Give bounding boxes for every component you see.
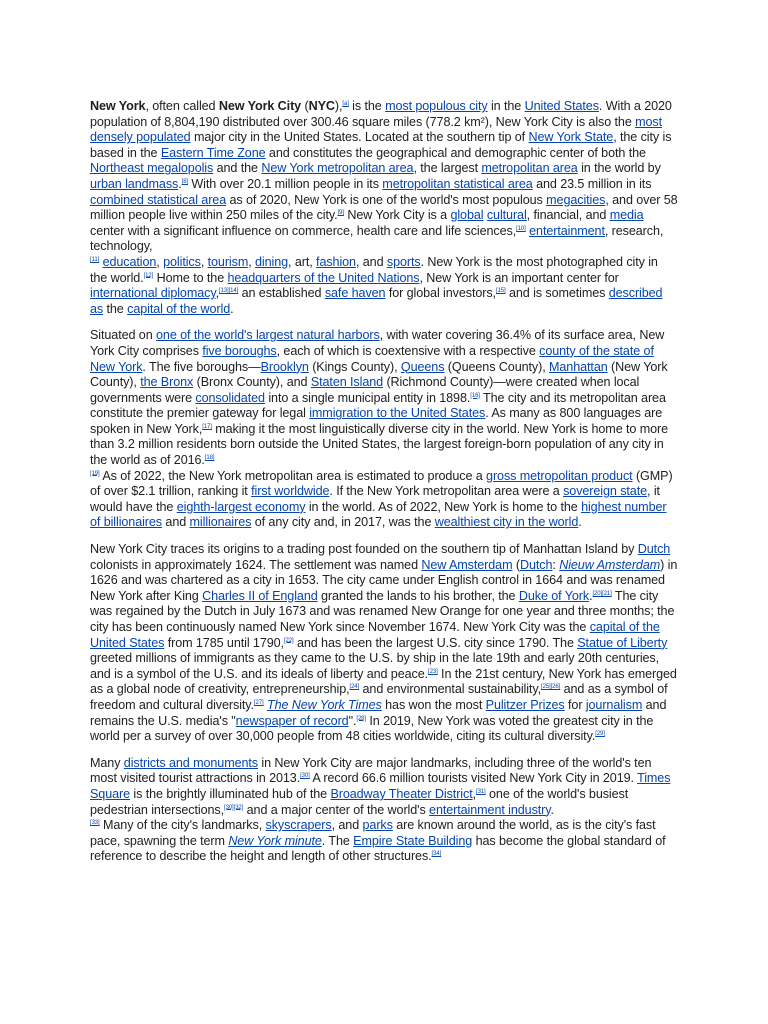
text-run: in the <box>487 99 525 113</box>
citation-link[interactable]: [23] <box>428 668 438 675</box>
article-link[interactable]: entertainment industry <box>429 802 551 817</box>
bold-term: New York City <box>218 99 302 113</box>
citation-link[interactable]: [15] <box>495 287 506 294</box>
text-run: greeted millions of immigrants as they came to the U.S. by ship in the late 19th and early 20th centuries, and is a symbol of the U.S. and its ideals of liberty and peace. <box>90 651 660 681</box>
text-run: in New York City are major landmarks, including three of the world's ten most visited tourist attractions in 2013. <box>90 755 652 786</box>
text-run: New York City is a <box>343 208 451 223</box>
text-run: making it the most linguistically diverse city in the world. New York is home to more than 3.2 million residents born outside the United States, the largest foreign-born population of any city in the world as of 2016. <box>90 421 668 468</box>
text-run: an established <box>238 286 325 301</box>
article-link[interactable]: eighth-largest economy <box>176 499 306 514</box>
text-run: New York City traces its origins to a trading post founded on the southern tip of Manhattan Island by <box>90 542 638 557</box>
text-run: and 23.5 million in its <box>532 176 652 191</box>
citation-link[interactable]: [27] <box>253 699 264 706</box>
citation-ref <box>219 288 238 294</box>
citation-link[interactable]: [18] <box>204 454 215 461</box>
text-run: granted the lands to his brother, the <box>317 588 519 603</box>
text-run: With over 20.1 million people in its <box>188 176 383 191</box>
text-run: for <box>564 697 586 712</box>
article-link[interactable]: highest number of billionaires <box>90 499 667 530</box>
text-run: and is sometimes <box>505 286 609 301</box>
text-run: . <box>578 515 582 530</box>
text-run: . The <box>321 833 354 848</box>
article-link[interactable]: immigration to the United States <box>309 406 486 421</box>
citation-link[interactable]: [a] <box>342 100 349 107</box>
article-link[interactable]: global <box>450 208 484 223</box>
article-link[interactable]: dining <box>255 254 289 269</box>
article-link[interactable]: New York metropolitan area <box>261 161 414 176</box>
citation-ref <box>432 851 442 857</box>
article-link[interactable]: Duke of York <box>518 588 590 603</box>
text-run: for global investors, <box>385 286 496 301</box>
citation-link[interactable]: [31] <box>476 788 486 795</box>
text-run: ( <box>512 557 520 572</box>
article-link[interactable]: media <box>609 208 644 223</box>
text-run: is the brightly illuminated hub of the <box>130 786 331 801</box>
citation-link[interactable]: [29] <box>595 730 605 737</box>
article-link[interactable]: most populous city <box>385 99 488 113</box>
article-link[interactable]: first worldwide <box>251 484 330 499</box>
article-link[interactable]: millionaires <box>189 515 252 530</box>
article-link[interactable]: sports <box>386 254 421 269</box>
citation-ref <box>300 773 310 779</box>
citation-link[interactable]: [16] <box>470 392 480 399</box>
citation-ref <box>284 637 294 643</box>
article-link[interactable]: tourism <box>207 254 249 269</box>
citation-ref <box>90 470 100 476</box>
article-link[interactable]: metropolitan statistical area <box>382 176 533 191</box>
article-link[interactable]: politics <box>163 254 201 269</box>
article-link[interactable]: Northeast megalopolis <box>90 161 214 176</box>
text-run: as of 2020, New York is one of the world's most populous <box>226 192 547 207</box>
text-run: , research, technology, <box>90 223 664 254</box>
text-run: has won the most <box>381 697 486 712</box>
citation-ref <box>541 684 560 690</box>
text-run: (Queens County), <box>444 359 550 374</box>
citation-ref <box>516 226 526 232</box>
text-run: Many <box>90 755 124 770</box>
text-run: , art, <box>288 254 317 269</box>
text-run: (GMP) of over $2.1 trillion, ranking it <box>90 468 673 499</box>
text-run: , and <box>355 254 387 269</box>
article-link[interactable]: safe haven <box>324 286 386 301</box>
text-run: . The five boroughs— <box>142 359 261 374</box>
article-link[interactable]: most densely populated <box>90 114 663 145</box>
text-run: . <box>550 802 554 817</box>
text-run: and environmental sustainability, <box>359 682 541 697</box>
article-link[interactable]: education <box>102 254 157 269</box>
article-link[interactable]: one of the world's largest natural harbors <box>156 328 380 343</box>
text-run: one of the world's busiest pedestrian intersections, <box>90 786 629 817</box>
citation-link[interactable]: [24] <box>349 684 360 691</box>
article-link[interactable]: described as <box>90 286 663 316</box>
citation-link[interactable]: [17] <box>202 423 212 430</box>
text-run: and constitutes the geographical and demographic center of both the <box>265 145 646 160</box>
article-link[interactable]: metropolitan area <box>481 161 578 176</box>
article-link[interactable]: Staten Island <box>310 375 384 390</box>
article-link[interactable]: capital of the United States <box>90 620 660 650</box>
text-run: Situated on <box>90 328 157 343</box>
citation-link[interactable]: [30][32] <box>224 804 244 811</box>
article-link[interactable]: combined statistical area <box>90 192 227 207</box>
article-link[interactable]: consolidated <box>195 390 265 405</box>
text-run: in the world by <box>577 161 661 176</box>
text-run: , financial, and <box>526 208 610 223</box>
citation-ref <box>592 591 611 597</box>
text-run: from 1785 until 1790, <box>164 635 284 650</box>
article-link[interactable]: the Bronx <box>140 375 194 390</box>
text-run: center with a significant influence on commerce, health care and life sciences, <box>90 223 517 238</box>
citation-link[interactable]: [8] <box>181 178 188 185</box>
citation-ref <box>350 684 360 690</box>
article-link[interactable]: New York minute <box>228 833 322 848</box>
text-run: , and over 58 million people live within 250 miles of the city. <box>90 192 678 223</box>
text-run: , it would have the <box>90 484 660 514</box>
article-link[interactable]: headquarters of the United Nations <box>227 270 420 285</box>
text-run: , the city is based in the <box>90 130 672 160</box>
text-run: . New York is the most photographed city in the world. <box>90 254 658 285</box>
text-run: (Kings County), <box>308 359 401 374</box>
citation-link[interactable]: [10] <box>516 225 526 232</box>
article-link[interactable]: newspaper of record <box>235 713 349 728</box>
text-run: Home to the <box>153 270 228 285</box>
citation-ref <box>470 393 480 399</box>
bold-term: New York <box>90 99 146 113</box>
article-link[interactable]: Empire State Building <box>353 833 473 848</box>
citation-ref <box>90 257 99 263</box>
text-run: . As many as 800 languages are spoken in New York, <box>90 406 663 436</box>
article-link[interactable]: Dutch <box>637 542 671 557</box>
text-run: are known around the world, as is the city's fast pace, spawning the term <box>90 818 656 848</box>
article-link[interactable]: journalism <box>585 697 643 712</box>
article-link[interactable]: Dutch <box>519 557 553 572</box>
text-run: of any city and, in 2017, was the <box>251 515 435 530</box>
text-run: (New York County), <box>90 359 668 390</box>
citation-ref <box>90 820 100 826</box>
article-link[interactable]: megacities <box>546 192 606 207</box>
article-link[interactable]: Queens <box>400 359 445 374</box>
text-run: . <box>178 176 182 191</box>
article-link[interactable]: fashion <box>316 254 356 269</box>
article-link[interactable]: New Amsterdam <box>421 557 513 572</box>
article-link[interactable]: Pulitzer Prizes <box>485 697 565 712</box>
paragraph <box>90 756 678 865</box>
article-link[interactable]: cultural <box>486 208 527 223</box>
text-run: , often called <box>145 99 219 113</box>
citation-ref <box>224 804 243 810</box>
text-run: In 2019, New York was voted the greatest city in the world per a survey of over 30,000 people from 48 cities worldwide, citing its cultural diversity. <box>90 713 654 744</box>
citation-link[interactable]: [20][21] <box>592 590 612 597</box>
article-link[interactable]: Eastern Time Zone <box>160 145 266 160</box>
article-link[interactable]: Charles II of England <box>202 588 318 603</box>
text-run: (Richmond County)—were created when local governments were <box>90 375 640 405</box>
text-run: A record 66.6 million tourists visited New York City in 2019. <box>309 771 638 786</box>
article-link[interactable]: entertainment <box>529 223 605 238</box>
article-link[interactable]: Nieuw Amsterdam <box>559 557 661 572</box>
citation-link[interactable]: [30] <box>300 773 310 780</box>
citation-ref <box>476 789 486 795</box>
text-run: is the <box>348 99 386 113</box>
article-link[interactable]: Manhattan <box>549 359 608 374</box>
article-link[interactable]: county of the state of New York <box>90 343 654 374</box>
text-run: and <box>162 515 190 530</box>
text-run: , with water covering 36.4% of its surface area, New York City comprises <box>90 328 665 358</box>
text-run: has become the global standard of reference to describe the height and length of other structures. <box>90 833 666 864</box>
text-run: major city in the United States. Located at the southern tip of <box>190 130 529 145</box>
citation-link[interactable]: [13][14] <box>218 287 239 294</box>
text-run: , New York is an important center for <box>419 270 619 285</box>
citation-ref <box>428 669 438 675</box>
text-run: , <box>215 286 219 301</box>
text-run: The city and its metropolitan area constitute the premier gateway for legal <box>90 390 666 421</box>
text-run: , each of which is coextensive with a respective <box>276 343 540 358</box>
citation-link[interactable]: [28] <box>356 715 366 722</box>
citation-ref <box>254 700 264 706</box>
article-link[interactable]: sovereign state <box>563 484 648 499</box>
text-run: , the largest <box>413 161 482 176</box>
citation-ref <box>144 272 154 278</box>
article-link[interactable]: five boroughs <box>202 343 277 358</box>
text-run: , <box>156 254 164 269</box>
paragraph <box>90 328 678 531</box>
text-run: In the 21st century, New York has emerged as a global node of creativity, entrepreneurship, <box>90 666 677 697</box>
text-run: Many of the city's landmarks, <box>99 818 266 833</box>
text-run: , <box>200 254 208 269</box>
text-run: As of 2022, the New York metropolitan area is estimated to produce a <box>99 468 487 483</box>
text-run: and as a symbol of freedom and cultural diversity. <box>90 682 668 712</box>
article-link[interactable]: skyscrapers <box>265 818 332 833</box>
text-run: (Bronx County), and <box>193 375 311 390</box>
citation-link[interactable]: [34] <box>431 851 442 858</box>
text-run: and has been the largest U.S. city since 1790. The <box>293 635 578 650</box>
text-run: into a single municipal entity in 1898. <box>264 390 471 405</box>
text-run: . <box>230 301 234 316</box>
text-run: . If the New York metropolitan area were a <box>329 484 564 499</box>
citation-link[interactable]: [9] <box>337 209 344 216</box>
article-link[interactable]: Statue of Liberty <box>577 635 668 650</box>
text-run: ". <box>348 713 357 728</box>
text-run: , and <box>331 818 363 833</box>
text-run: . With a 2020 population of 8,804,190 distributed over 300.46 square miles (778.2 km²), New York City is also the <box>90 99 672 129</box>
text-run: colonists in approximately 1624. The settlement was named <box>90 557 422 572</box>
article-link[interactable]: Broadway Theater District <box>330 786 473 801</box>
article-link[interactable]: gross metropolitan product <box>486 468 633 483</box>
citation-link[interactable]: [19] <box>90 470 100 477</box>
citation-link[interactable]: [11] <box>90 256 100 263</box>
text-run: The city was regained by the Dutch in July 1673 and was renamed New Orange for one year and three months; the city has been continuously named New York since November 1674. New York City was the <box>90 588 675 634</box>
article-link[interactable]: wealthiest city in the world <box>434 515 579 530</box>
paragraph <box>90 542 678 745</box>
article-body <box>90 99 678 876</box>
article-link[interactable]: parks <box>362 818 393 833</box>
text-run: , <box>248 254 256 269</box>
article-link[interactable]: districts and monuments <box>123 755 258 770</box>
text-run: and a major center of the world's <box>243 802 430 817</box>
paragraph <box>90 99 678 317</box>
article-link[interactable]: international diplomacy <box>90 286 216 301</box>
text-run: , <box>472 786 476 801</box>
citation-ref <box>202 424 212 430</box>
citation-ref <box>595 731 605 737</box>
text-run: the <box>103 301 128 316</box>
article-link[interactable]: urban landmass <box>90 176 179 191</box>
citation-ref <box>205 455 215 461</box>
text-run: ) in 1626 and was chartered as a city in 1653. The city came under English control in 1664 and was renamed New York after King <box>90 557 678 603</box>
text-run: and the <box>213 161 262 176</box>
text-run: ), <box>334 99 343 113</box>
text-run: : <box>552 557 560 572</box>
citation-link[interactable]: [25][26] <box>541 684 561 691</box>
text-run: and remains the U.S. media's " <box>90 697 667 728</box>
article-link[interactable]: capital of the world <box>127 301 231 316</box>
article-link[interactable]: Brooklyn <box>260 359 309 374</box>
text-run: ( <box>301 99 309 113</box>
article-link[interactable]: United States <box>524 99 599 113</box>
bold-term: NYC <box>308 99 335 113</box>
citation-link[interactable]: [12] <box>143 272 154 279</box>
text-run: . <box>589 588 593 603</box>
text-run: in the world. As of 2022, New York is home to the <box>305 499 582 514</box>
citation-link[interactable]: [22] <box>283 637 294 644</box>
article-link[interactable]: The New York Times <box>266 697 382 712</box>
citation-link[interactable]: [33] <box>90 819 100 826</box>
citation-ref <box>356 715 366 721</box>
article-link[interactable]: Times Square <box>90 771 671 801</box>
citation-ref <box>496 288 506 294</box>
article-link[interactable]: New York State <box>528 130 614 145</box>
